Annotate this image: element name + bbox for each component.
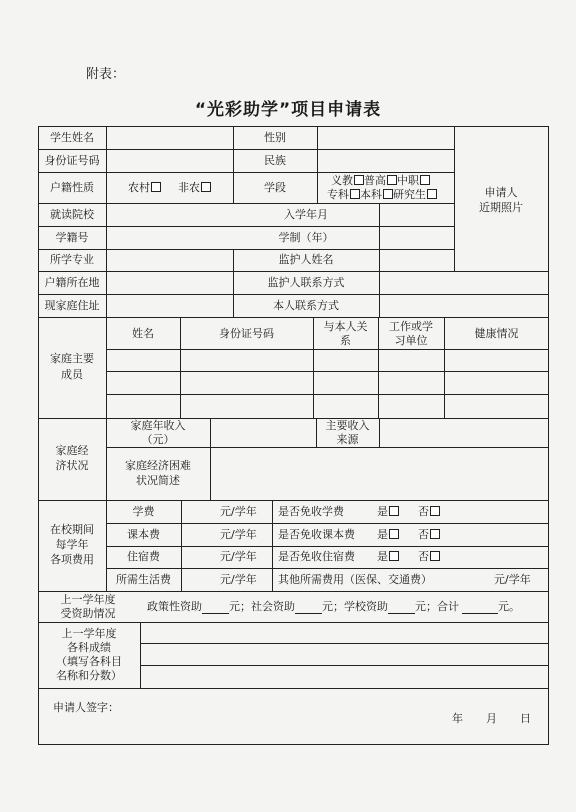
col-relation-header-line2: 系 xyxy=(340,334,351,347)
checkbox[interactable] xyxy=(387,175,397,185)
guardian-contact-label: 监护人联系方式 xyxy=(267,276,345,289)
textbook-unit: 元/学年 xyxy=(220,528,257,541)
student-no-label: 学籍号 xyxy=(55,231,89,244)
id-number-label: 身份证号码 xyxy=(44,154,100,167)
enroll-date-label: 入学年月 xyxy=(284,208,328,221)
rural-checkbox[interactable] xyxy=(151,182,161,192)
school-label: 就读院校 xyxy=(50,208,94,221)
lodging-yes-option[interactable] xyxy=(377,550,399,564)
col-health-header: 健康情况 xyxy=(474,327,519,340)
hardship-label-line1: 家庭经济困难 xyxy=(125,459,191,472)
fees-label-line3: 各项费用 xyxy=(50,553,94,566)
checkbox[interactable] xyxy=(430,551,440,561)
signature-label: 申请人签字： xyxy=(53,701,119,714)
checkbox[interactable] xyxy=(389,551,399,561)
household-type-label: 户籍性质 xyxy=(50,181,94,194)
economy-label-line1: 家庭经 xyxy=(55,444,89,457)
aid-label-line2: 受资助情况 xyxy=(60,607,116,620)
aid-policy-label: 政策性资助 xyxy=(147,600,202,613)
exempt-lodging-label: 是否免收住宿费 xyxy=(278,550,355,563)
stage-option-label: 普高 xyxy=(364,174,386,187)
aid-label-line1: 上一学年度 xyxy=(60,593,116,606)
ethnicity-label: 民族 xyxy=(264,154,286,167)
checkbox[interactable] xyxy=(430,529,440,539)
annual-income-label-line1: 家庭年收入 xyxy=(130,419,186,432)
rural-label: 农村 xyxy=(128,181,150,194)
yes-label: 是 xyxy=(377,528,388,541)
col-relation-header-line1: 与本人关 xyxy=(323,320,368,333)
checkbox[interactable] xyxy=(420,175,430,185)
other-fees-unit: 元/学年 xyxy=(494,573,531,586)
non-rural-option[interactable] xyxy=(178,181,211,195)
lodging-unit: 元/学年 xyxy=(220,550,257,563)
aid-policy-blank[interactable] xyxy=(202,601,229,614)
income-source-label-line1: 主要收入 xyxy=(325,419,370,432)
lodging-no-option[interactable] xyxy=(418,550,440,564)
income-source-label-line2: 来源 xyxy=(336,433,359,446)
checkbox[interactable] xyxy=(430,506,440,516)
grades-label-line3: （填写各科目 xyxy=(56,655,122,668)
attachment-label: 附表： xyxy=(86,67,126,82)
checkbox[interactable] xyxy=(389,506,399,516)
form-title: “光彩助学”项目申请表 xyxy=(194,100,382,120)
aid-school-label: 元；学校资助 xyxy=(322,600,388,613)
non-rural-label: 非农 xyxy=(178,181,200,194)
tuition-yes-option[interactable] xyxy=(377,505,399,519)
gender-label: 性别 xyxy=(264,131,286,144)
guardian-name-label: 监护人姓名 xyxy=(278,253,334,266)
school-stage-label: 学段 xyxy=(264,181,286,194)
aid-social-label: 元；社会资助 xyxy=(229,600,295,613)
student-name-label: 学生姓名 xyxy=(50,131,94,144)
aid-summary xyxy=(147,600,520,614)
stage-option-label: 研究生 xyxy=(393,188,426,201)
aid-total-blank[interactable] xyxy=(462,601,498,614)
exempt-textbook-label: 是否免收课本费 xyxy=(278,528,355,541)
fees-label-line1: 在校期间 xyxy=(50,523,94,536)
major-label: 所学专业 xyxy=(50,253,94,266)
yes-label: 是 xyxy=(377,505,388,518)
tuition-no-option[interactable] xyxy=(418,505,440,519)
aid-total-label: 元；合计 xyxy=(415,600,459,613)
photo-label-line1: 申请人 xyxy=(484,186,518,199)
stage-option-label: 本科 xyxy=(360,188,382,201)
textbook-yes-option[interactable] xyxy=(377,528,399,542)
checkbox[interactable] xyxy=(427,189,437,199)
textbook-label: 课本费 xyxy=(127,528,160,541)
date-year-label: 年 xyxy=(452,712,463,725)
aid-social-blank[interactable] xyxy=(295,601,322,614)
grades-label-line4: 名称和分数） xyxy=(56,669,122,682)
family-members-label-line2: 成员 xyxy=(61,368,83,381)
aid-end-label: 元。 xyxy=(498,600,520,613)
stage-options-line1 xyxy=(331,174,430,188)
checkbox[interactable] xyxy=(354,175,364,185)
tuition-label: 学费 xyxy=(132,505,155,518)
no-label: 否 xyxy=(418,505,429,518)
fees-label-line2: 每学年 xyxy=(55,538,89,551)
family-members-label-line1: 家庭主要 xyxy=(50,352,94,365)
stage-option-label: 义教 xyxy=(331,174,353,187)
col-work-header-line2: 习单位 xyxy=(394,334,428,347)
rural-option[interactable] xyxy=(128,181,161,195)
living-label: 所需生活费 xyxy=(116,573,171,586)
date-month-label: 月 xyxy=(486,712,497,725)
checkbox[interactable] xyxy=(383,189,393,199)
stage-options-line2 xyxy=(327,188,437,202)
yes-label: 是 xyxy=(377,550,388,563)
date-day-label: 日 xyxy=(520,712,531,725)
other-fees-label: 其他所需费用（医保、交通费） xyxy=(278,573,432,586)
hardship-label-line2: 状况简述 xyxy=(136,474,180,487)
own-contact-label: 本人联系方式 xyxy=(273,299,339,312)
textbook-no-option[interactable] xyxy=(418,528,440,542)
economy-label-line2: 济状况 xyxy=(55,459,89,472)
col-name-header: 姓名 xyxy=(132,327,154,340)
current-address-label: 现家庭住址 xyxy=(44,299,100,312)
grades-label-line2: 各科成绩 xyxy=(67,641,111,654)
col-work-header-line1: 工作或学 xyxy=(389,320,433,333)
exempt-tuition-label: 是否免收学费 xyxy=(278,505,344,518)
grades-label-line1: 上一学年度 xyxy=(61,627,117,640)
household-location-label: 户籍所在地 xyxy=(44,276,100,289)
photo-label-line2: 近期照片 xyxy=(479,201,523,214)
duration-label: 学制（年） xyxy=(278,231,334,244)
no-label: 否 xyxy=(418,550,429,563)
stage-option-label: 中职 xyxy=(397,174,419,187)
col-id-header: 身份证号码 xyxy=(219,327,274,340)
checkbox[interactable] xyxy=(389,529,399,539)
no-label: 否 xyxy=(418,528,429,541)
aid-school-blank[interactable] xyxy=(388,601,415,614)
stage-option-label: 专科 xyxy=(327,188,349,201)
checkbox[interactable] xyxy=(350,189,360,199)
living-unit: 元/学年 xyxy=(220,573,257,586)
annual-income-label-line2: （元） xyxy=(141,433,175,446)
non-rural-checkbox[interactable] xyxy=(201,182,211,192)
tuition-unit: 元/学年 xyxy=(220,505,257,518)
lodging-label: 住宿费 xyxy=(127,550,160,563)
